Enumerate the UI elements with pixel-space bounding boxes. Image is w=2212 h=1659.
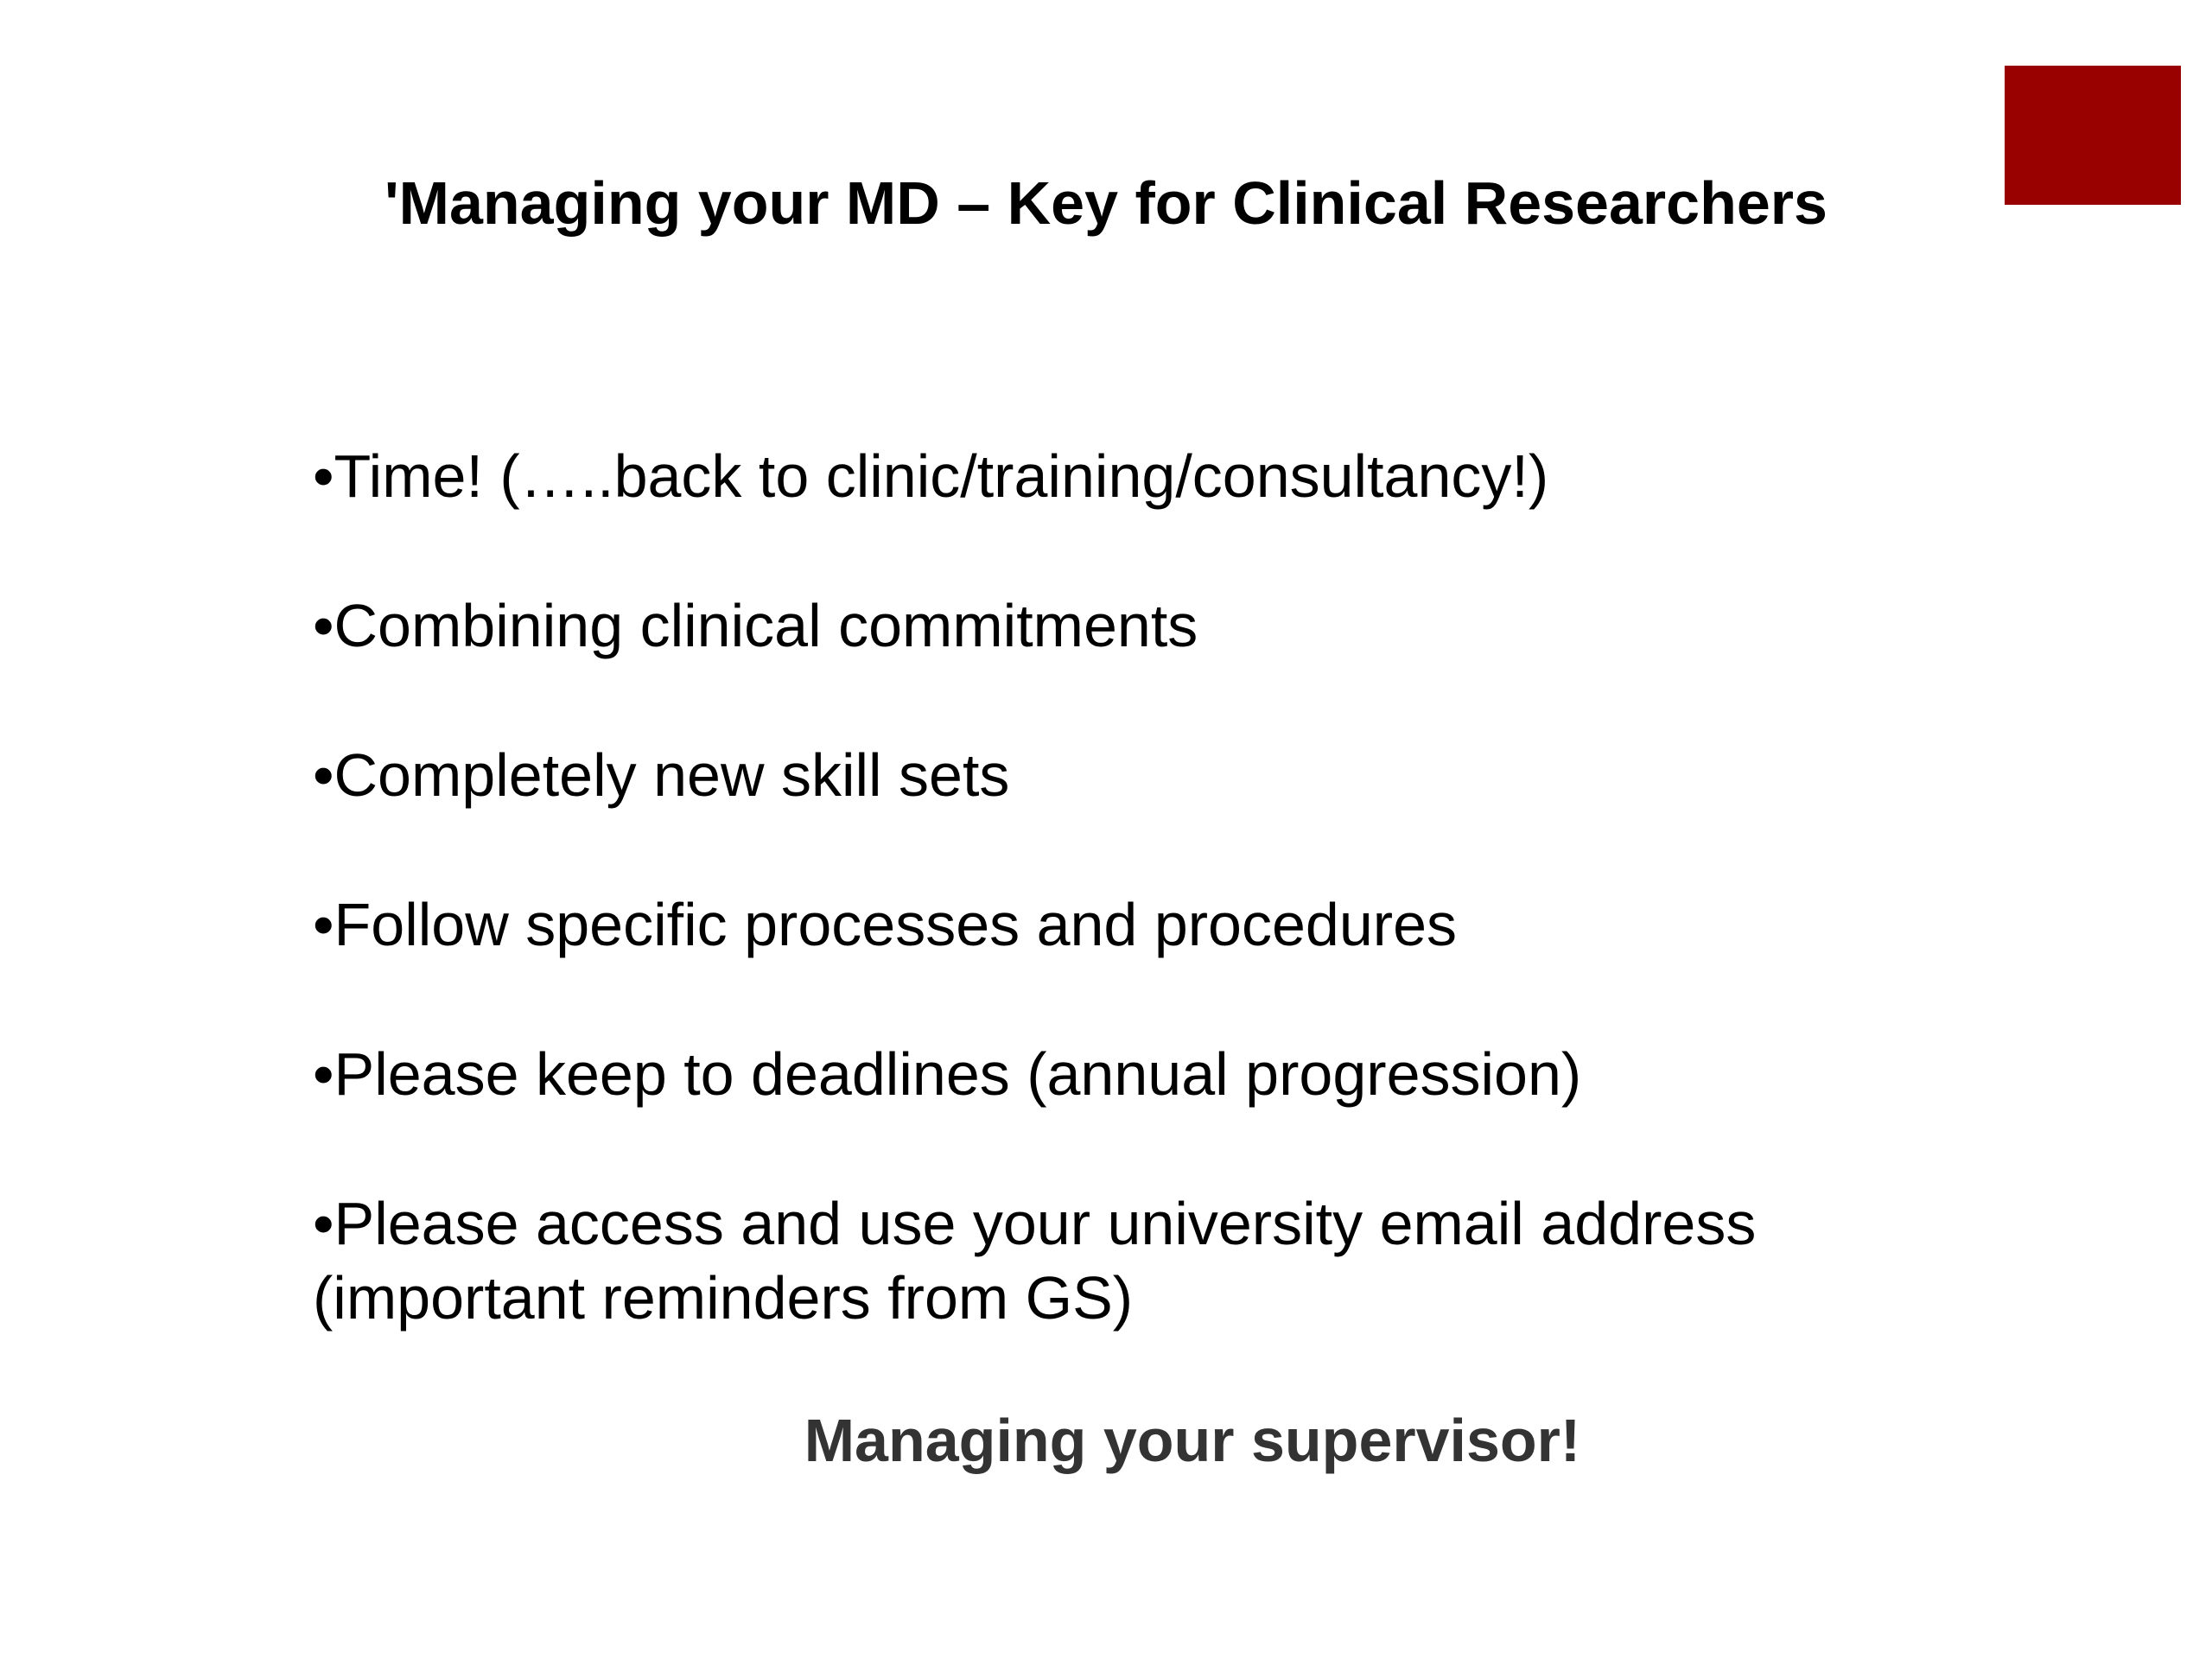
bullet-item-processes: •Follow specific processes and procedures xyxy=(313,891,1458,958)
bullet-item-skill-sets: •Completely new skill sets xyxy=(313,741,1010,809)
bullet-item-clinical-commitments: •Combining clinical commitments xyxy=(313,592,1198,659)
bullet-item-deadlines: •Please keep to deadlines (annual progression) xyxy=(313,1040,1582,1108)
bullet-item-time: •Time! (…..back to clinic/training/consultancy!) xyxy=(313,442,1549,510)
closing-statement: Managing your supervisor! xyxy=(804,1407,1581,1474)
accent-corner-block xyxy=(2005,66,2181,205)
bullet-item-email: •Please access and use your university email address (important reminders from GS) xyxy=(313,1190,1757,1332)
slide-title: 'Managing your MD – Key for Clinical Researchers xyxy=(385,169,1827,237)
bullet-list xyxy=(313,439,1955,1335)
